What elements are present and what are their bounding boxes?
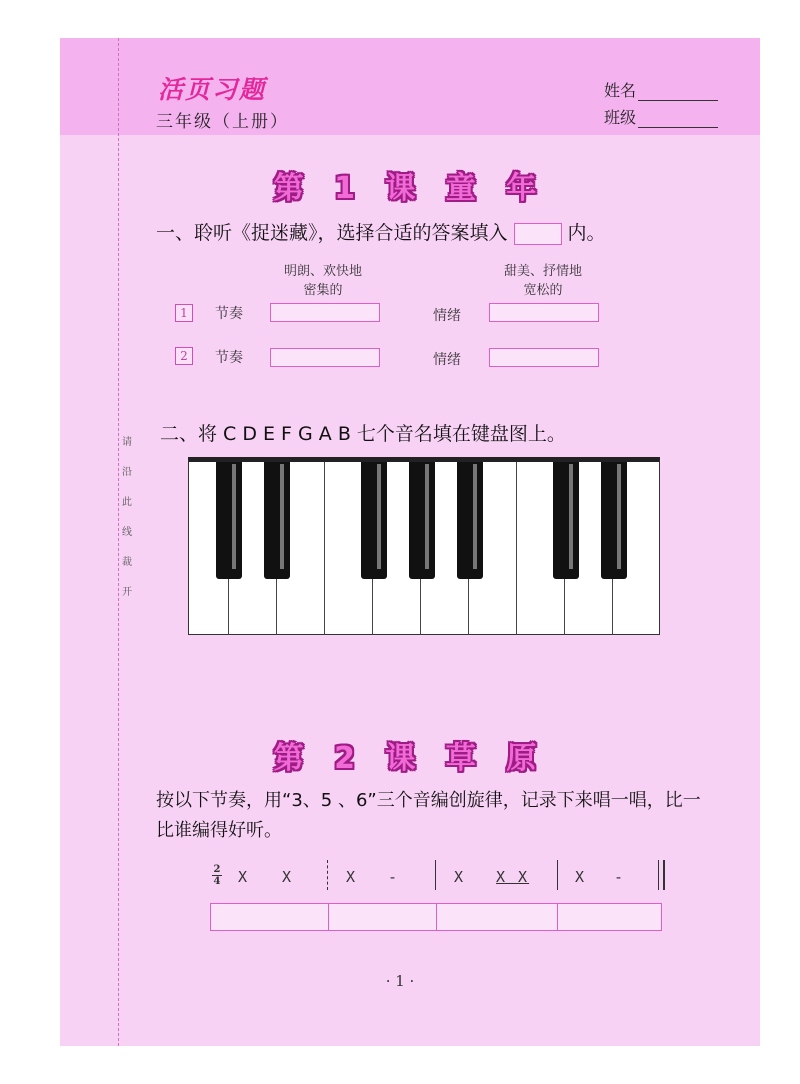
black-key (553, 462, 579, 579)
class-blank[interactable] (638, 111, 718, 128)
row-number-2: 2 (175, 347, 193, 365)
q1-prefix: 一、聆听《捉迷藏》，选择合适的答案填入 (156, 222, 508, 244)
rhythm-note: X (346, 868, 356, 886)
final-barline-thin (658, 860, 659, 890)
cut-char: 此 (122, 497, 132, 508)
class-label: 班级 (604, 108, 637, 127)
row1-mood-answer[interactable] (489, 303, 599, 322)
lesson1-question2: 二、将 C D E F G A B 七个音名填在键盘图上。 (160, 423, 566, 445)
rhythm-eighth-pair: X X (496, 868, 530, 886)
final-barline-thick (663, 860, 665, 890)
name-field[interactable] (604, 78, 718, 101)
barline (435, 860, 436, 890)
black-key (216, 462, 242, 579)
row2-rhythm-answer[interactable] (270, 348, 380, 367)
lesson2-instruction: 按以下节奏，用“3、5 、6”三个音编创旋律，记录下来唱一唱，比一比谁编得好听。 (156, 790, 701, 841)
row2-mood-label: 情绪 (433, 352, 461, 368)
black-key (264, 462, 290, 579)
black-key (361, 462, 387, 579)
options-right (478, 262, 608, 300)
row2-mood-answer[interactable] (489, 348, 599, 367)
name-blank[interactable] (638, 84, 718, 101)
q1-suffix: 内。 (567, 222, 606, 244)
row1-rhythm-answer[interactable] (270, 303, 380, 322)
time-signature-bottom: 4 (213, 876, 221, 887)
rhythm-dash: - (614, 868, 624, 886)
melody-answer-cell[interactable] (211, 904, 329, 930)
cut-line-text (120, 428, 134, 608)
cut-char: 裁 (122, 557, 132, 568)
class-field[interactable] (604, 105, 718, 128)
rhythm-dash: - (388, 868, 398, 886)
rhythm-note: X (575, 868, 585, 886)
black-key (601, 462, 627, 579)
barline (557, 860, 558, 890)
rhythm-note: X (282, 868, 292, 886)
cut-char: 请 (122, 437, 132, 448)
piano-keyboard (188, 457, 660, 635)
row-number-1: 1 (175, 304, 193, 322)
melody-answer-cell[interactable] (557, 904, 661, 930)
melody-answer-row (210, 903, 662, 931)
name-label: 姓名 (604, 81, 637, 100)
lesson2-title: 第 2 课 草 原 (273, 741, 547, 776)
black-key (409, 462, 435, 579)
option-right-2: 宽松的 (523, 283, 563, 298)
options-left (258, 262, 388, 300)
cut-char: 沿 (122, 467, 132, 478)
row2-rhythm-label: 节奏 (215, 350, 243, 366)
page-number: · 1 · (385, 972, 415, 990)
option-right-1: 甜美、抒情地 (503, 264, 582, 279)
lesson1-question1 (156, 218, 606, 245)
time-signature-top: 2 (213, 864, 221, 875)
grade-label: 三年级（上册） (156, 112, 289, 132)
rhythm-note: X (238, 868, 248, 886)
row1-mood-label: 情绪 (433, 308, 461, 324)
option-left-2: 密集的 (303, 283, 343, 298)
melody-answer-cell[interactable] (436, 904, 558, 930)
brand-title: 活页习题 (158, 75, 267, 104)
rhythm-note: X (454, 868, 464, 886)
q1-inline-box (514, 223, 562, 245)
cut-char: 线 (122, 527, 132, 538)
time-signature (212, 864, 222, 887)
option-left-1: 明朗、欢快地 (283, 264, 362, 279)
lesson1-title: 第 1 课 童 年 (273, 171, 547, 206)
cut-char: 开 (122, 587, 132, 598)
melody-answer-cell[interactable] (328, 904, 437, 930)
black-key (457, 462, 483, 579)
barline (327, 860, 328, 890)
row1-rhythm-label: 节奏 (215, 306, 243, 322)
